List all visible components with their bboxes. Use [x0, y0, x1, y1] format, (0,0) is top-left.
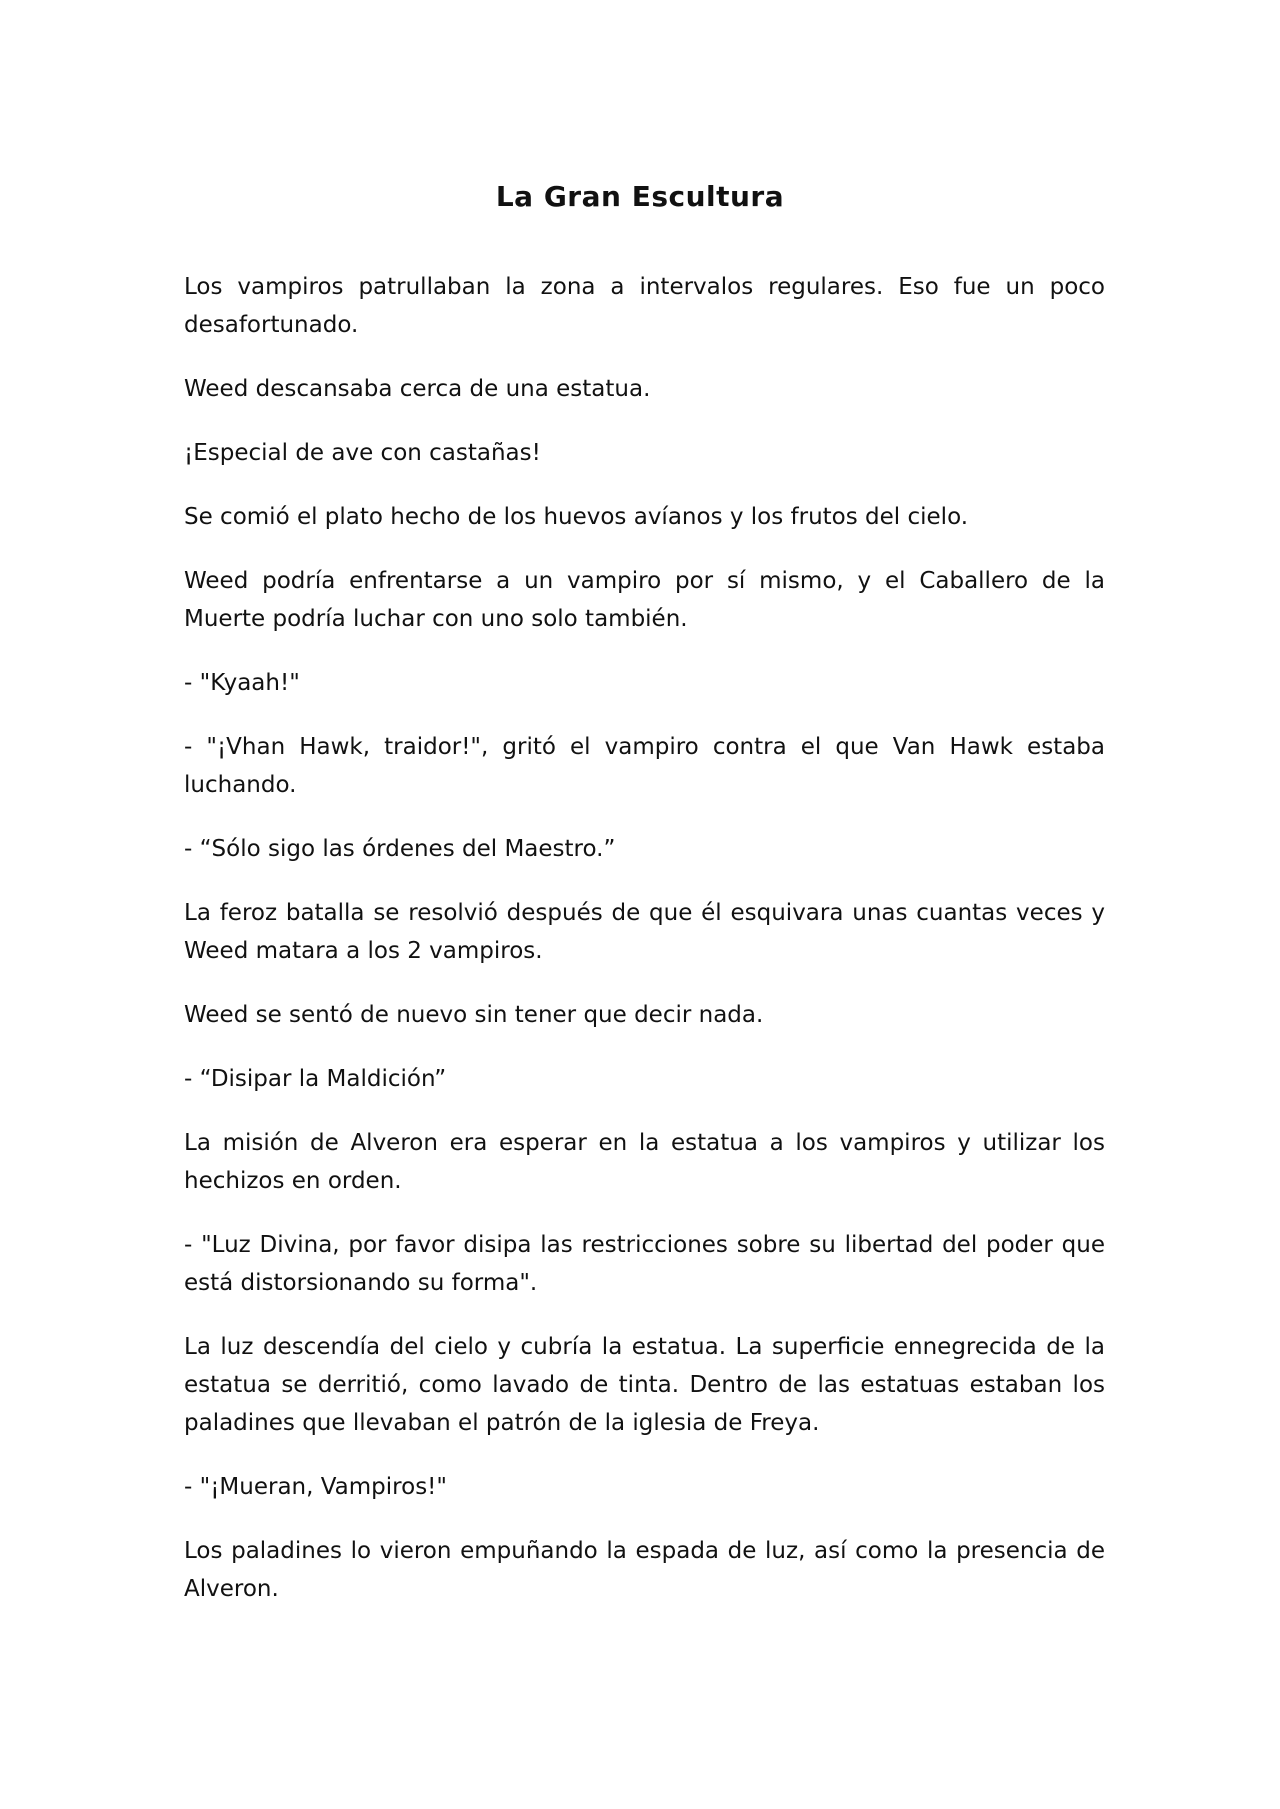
paragraph: Se comió el plato hecho de los huevos avíanos y los frutos del cielo.	[184, 504, 969, 530]
paragraph: Los vampiros patrullaban la zona a intervalos regulares. Eso fue un poco desafortunado.	[184, 274, 1105, 338]
paragraph: Weed podría enfrentarse a un vampiro por sí mismo, y el Caballero de la Muerte podría luchar con uno solo también.	[184, 568, 1105, 632]
paragraph: ¡Especial de ave con castañas!	[184, 440, 541, 466]
paragraph: - "¡Vhan Hawk, traidor!", gritó el vampiro contra el que Van Hawk estaba luchando.	[184, 734, 1105, 798]
paragraph: Weed descansaba cerca de una estatua.	[184, 376, 651, 402]
paragraph: - "Luz Divina, por favor disipa las restricciones sobre su libertad del poder que está distorsionando su forma".	[184, 1232, 1105, 1296]
paragraph: La misión de Alveron era esperar en la estatua a los vampiros y utilizar los hechizos en orden.	[184, 1130, 1105, 1194]
paragraph: Los paladines lo vieron empuñando la espada de luz, así como la presencia de Alveron.	[184, 1538, 1105, 1602]
paragraph: - "Kyaah!"	[184, 670, 300, 696]
paragraph: Weed se sentó de nuevo sin tener que decir nada.	[184, 1002, 764, 1028]
paragraph: - "¡Mueran, Vampiros!"	[184, 1474, 447, 1500]
paragraph: - “Sólo sigo las órdenes del Maestro.”	[184, 836, 616, 862]
document-body	[184, 268, 1105, 1634]
paragraph: La luz descendía del cielo y cubría la estatua. La superficie ennegrecida de la estatua se derritió, como lavado de tinta. Dentro de las estatuas estaban los paladines que llevaban el patrón de la iglesia de Freya.	[184, 1334, 1105, 1436]
paragraph: - “Disipar la Maldición”	[184, 1066, 447, 1092]
document-title: La Gran Escultura	[495, 180, 785, 213]
paragraph: La feroz batalla se resolvió después de que él esquivara unas cuantas veces y Weed matara a los 2 vampiros.	[184, 900, 1105, 964]
